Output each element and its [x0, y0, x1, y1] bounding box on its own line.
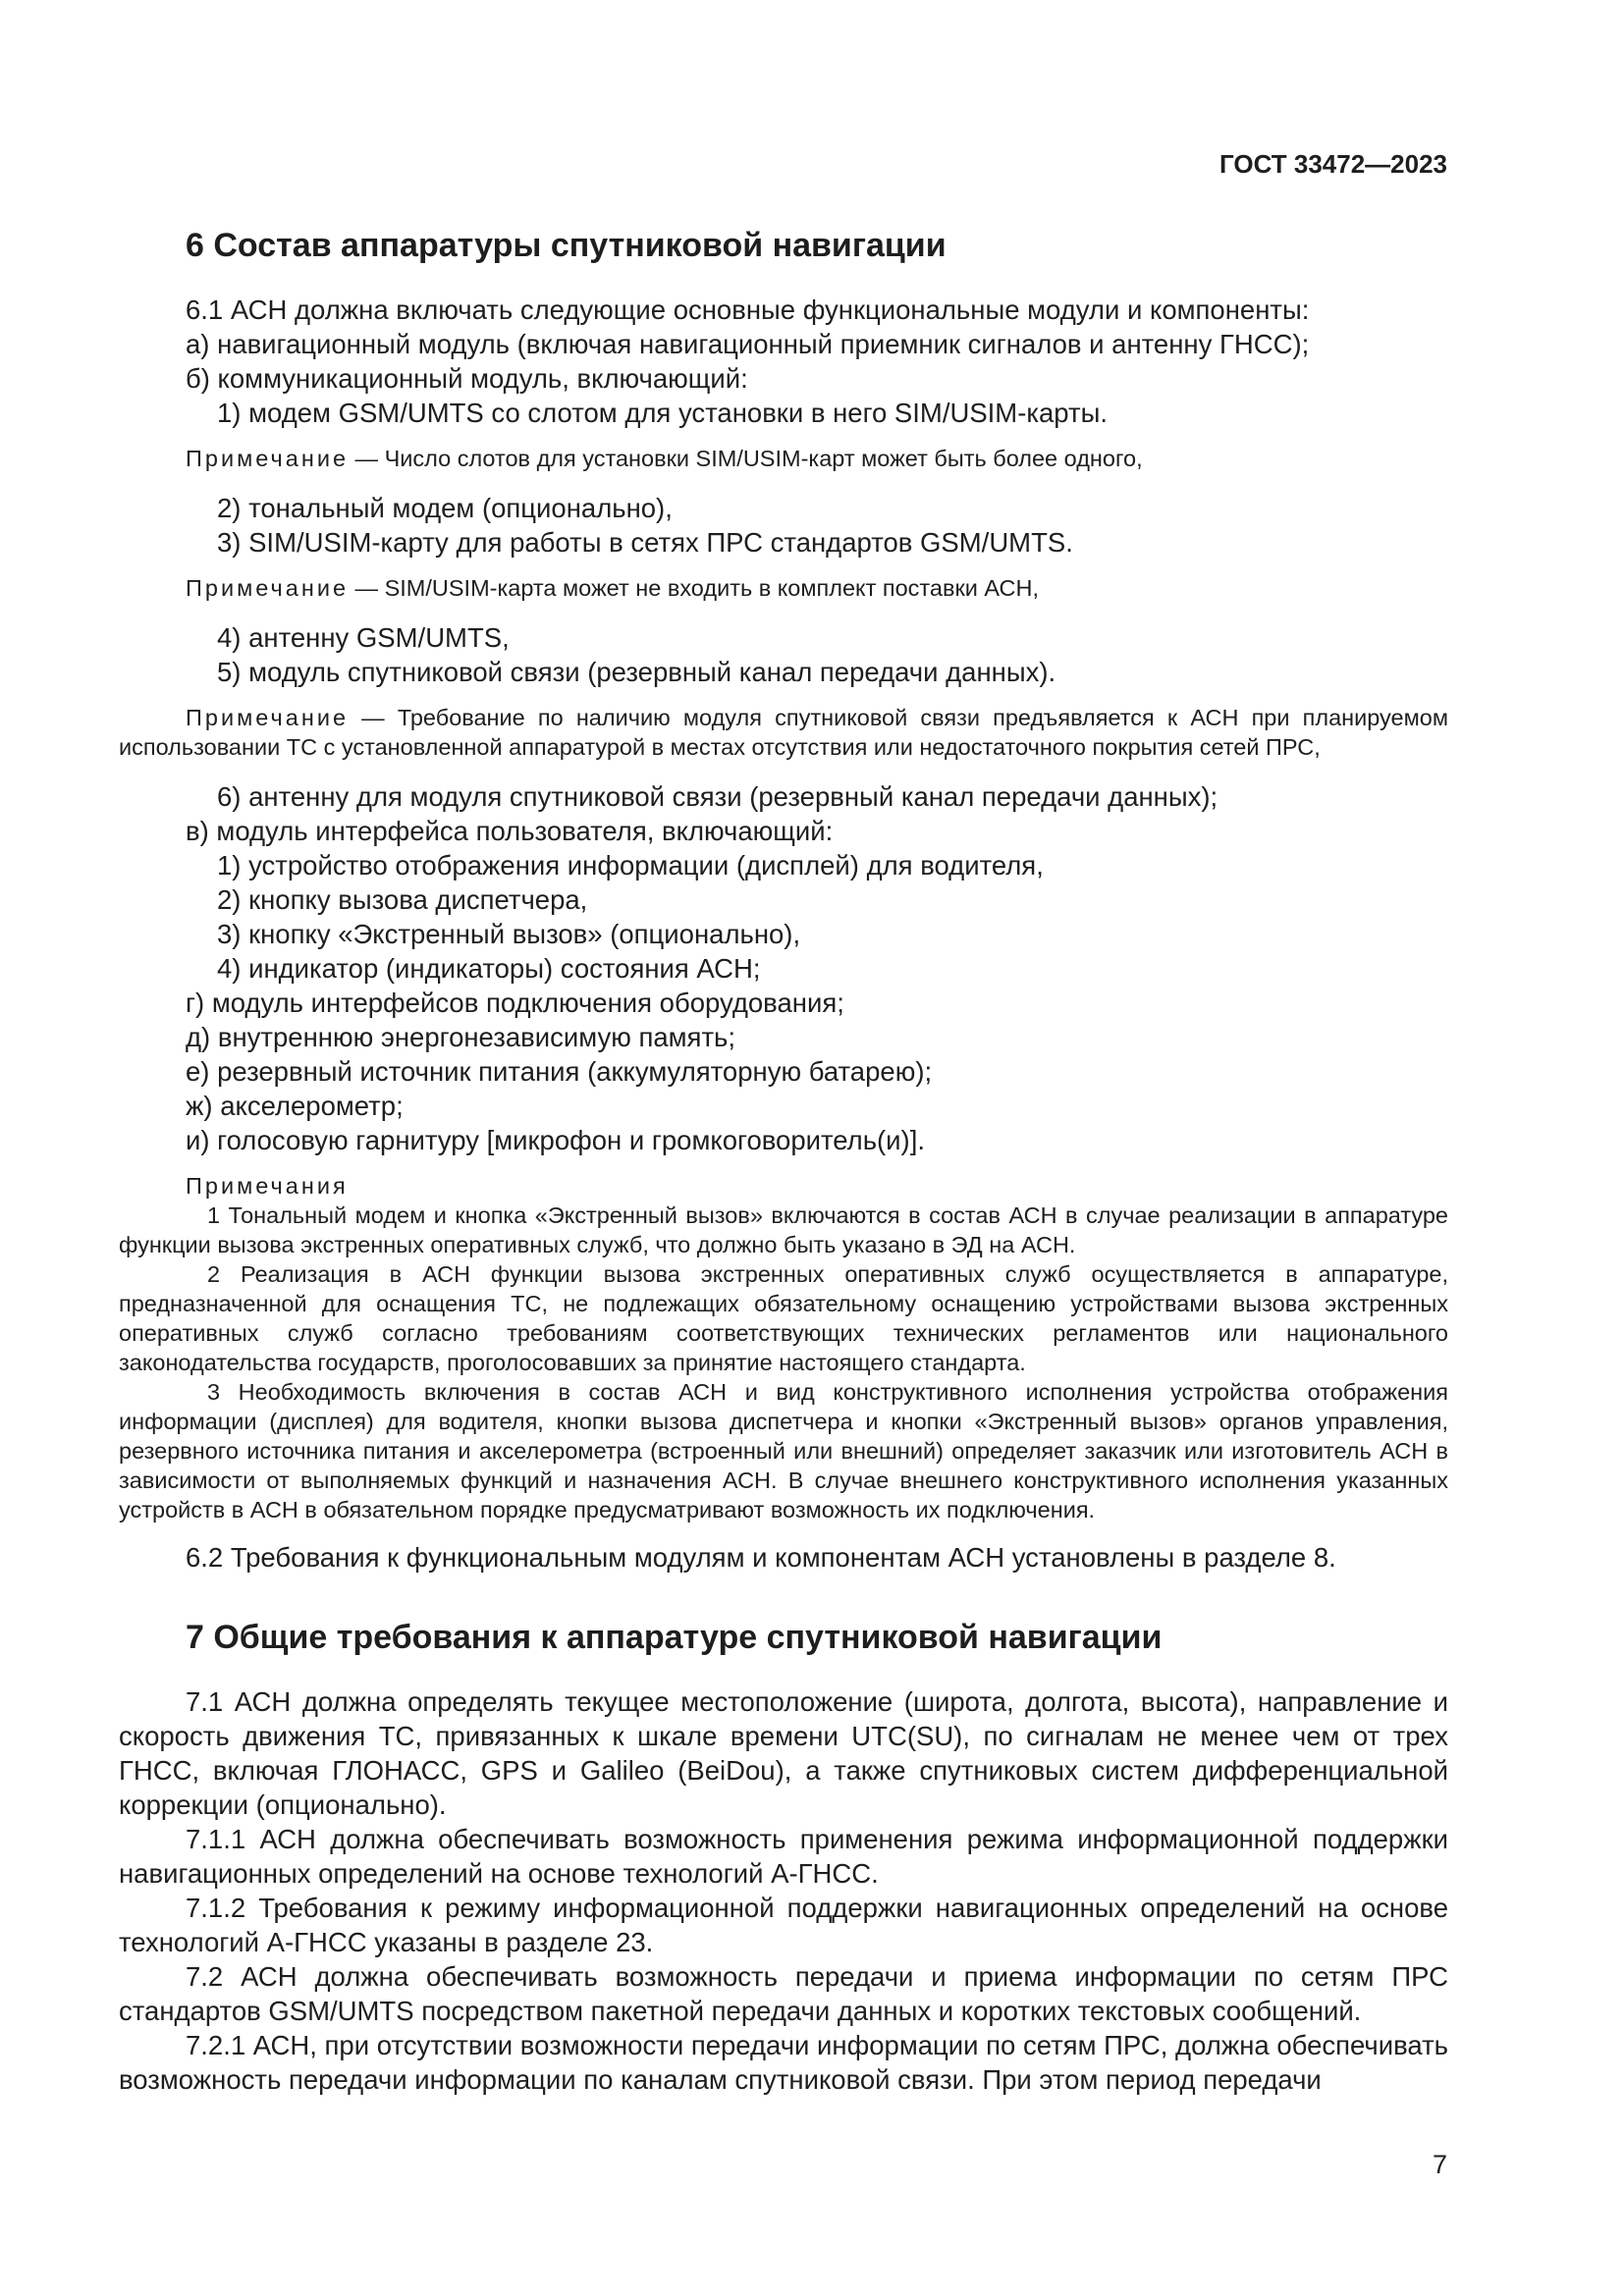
standard-designation: ГОСТ 33472—2023 [1219, 149, 1447, 179]
list-item-e: е) резервный источник питания (аккумуляторную батарею); [186, 1056, 933, 1087]
clause-7-1-2: 7.1.2 Требования к режиму информационной поддержки навигационных определений на основе технологий А-ГНСС указаны в разделе 23. [119, 1893, 1448, 1957]
list-item-b5: 5) модуль спутниковой связи (резервный канал передачи данных). [217, 657, 1056, 687]
note-text: — Число слотов для установки SIM/USIM-карт может быть более одного, [349, 446, 1143, 471]
note-3 [119, 703, 1448, 762]
page-content [119, 224, 1448, 2097]
list-item-b1: 1) модем GSM/UMTS со слотом для установки в него SIM/USIM-карты. [217, 398, 1108, 428]
clause-6-2: 6.2 Требования к функциональным модулям и компонентам АСН установлены в разделе 8. [186, 1542, 1336, 1573]
notes-item-2: 2 Реализация в АСН функции вызова экстренных оперативных служб осуществляется в аппаратуре, предназначенной для оснащения ТС, не подлежащих обязательному оснащению устройствами вызова экстренных оперативных служб согласно требованиям соответствующих технических регламентов или национального законодательства государств, проголосовавших за принятие настоящего стандарта. [119, 1261, 1448, 1375]
note-1 [119, 444, 1448, 473]
notes-block [119, 1171, 1448, 1524]
clause-6-1: 6.1 АСН должна включать следующие основные функциональные модули и компоненты: [186, 294, 1310, 325]
page-number: 7 [1432, 2150, 1447, 2179]
list-item-v1: 1) устройство отображения информации (дисплей) для водителя, [217, 850, 1044, 881]
list-item-g: г) модуль интерфейсов подключения оборудования; [186, 988, 844, 1018]
section-6-title: 6 Состав аппаратуры спутниковой навигации [186, 227, 947, 264]
list-item-i: и) голосовую гарнитуру [микрофон и громкоговоритель(и)]. [186, 1125, 925, 1155]
note-text: — Требование по наличию модуля спутниковой связи предъявляется к АСН при планируемом использовании ТС с установленной аппаратурой в местах отсутствия или недостаточного покрытия сетей ПРС, [119, 705, 1448, 760]
note-label: Примечание [186, 446, 350, 471]
list-item-a: а) навигационный модуль (включая навигационный приемник сигналов и антенну ГНСС); [186, 329, 1310, 359]
note-label: Примечание [186, 705, 350, 730]
clause-7-2-1: 7.2.1 АСН, при отсутствии возможности передачи информации по сетям ПРС, должна обеспечивать возможность передачи информации по каналам спутниковой связи. При этом период передачи [119, 2030, 1449, 2095]
notes-item-1: 1 Тональный модем и кнопка «Экстренный вызов» включаются в состав АСН в случае реализации в аппаратуре функции вызова экстренных оперативных служб, что должно быть указано в ЭД на АСН. [119, 1202, 1448, 1257]
list-item-b3: 3) SIM/USIM-карту для работы в сетях ПРС стандартов GSM/UMTS. [217, 527, 1073, 558]
note-text: — SIM/USIM-карта может не входить в комплект поставки АСН, [349, 575, 1040, 601]
section-7-title: 7 Общие требования к аппаратуре спутниковой навигации [186, 1619, 1163, 1656]
list-item-b6: 6) антенну для модуля спутниковой связи (резервный канал передачи данных); [217, 781, 1218, 812]
clause-7-2: 7.2 АСН должна обеспечивать возможность передачи и приема информации по сетям ПРС стандартов GSM/UMTS посредством пакетной передачи данных и коротких текстовых сообщений. [119, 1961, 1448, 2026]
list-item-b2: 2) тональный модем (опционально), [217, 493, 673, 523]
note-2 [119, 573, 1448, 603]
list-item-b: б) коммуникационный модуль, включающий: [186, 363, 748, 394]
notes-item-3: 3 Необходимость включения в состав АСН и вид конструктивного исполнения устройства отображения информации (дисплея) для водителя, кнопки вызова диспетчера и кнопки «Экстренный вызов» органов управления, резервного источника питания и акселерометра (встроенный или внешний) определяет заказчик или изготовитель АСН в зависимости от выполняемых функций и назначения АСН. В случае внешнего конструктивного исполнения указанных устройств в АСН в обязательном порядке предусматривают возможность их подключения. [119, 1379, 1448, 1522]
notes-heading: Примечания [186, 1173, 349, 1199]
clause-7-1-1: 7.1.1 АСН должна обеспечивать возможность применения режима информационной поддержки навигационных определений на основе технологий А-ГНСС. [119, 1824, 1448, 1889]
list-item-v4: 4) индикатор (индикаторы) состояния АСН; [217, 953, 761, 984]
list-item-v3: 3) кнопку «Экстренный вызов» (опционально), [217, 919, 801, 949]
list-item-v2: 2) кнопку вызова диспетчера, [217, 884, 588, 915]
clause-7-1: 7.1 АСН должна определять текущее местоположение (широта, долгота, высота), направление и скорость движения ТС, привязанных к шкале времени UTC(SU), по сигналам не менее чем от трех ГНСС, включая ГЛОНАСС, GPS и Galileo (BeiDou), а также спутниковых систем дифференциальной коррекции (опционально). [119, 1686, 1448, 1820]
list-item-v: в) модуль интерфейса пользователя, включающий: [186, 816, 834, 846]
list-item-zh: ж) акселерометр; [186, 1091, 404, 1121]
note-label: Примечание [186, 575, 350, 601]
list-item-b4: 4) антенну GSM/UMTS, [217, 622, 510, 653]
list-item-d: д) внутреннюю энергонезависимую память; [186, 1022, 736, 1052]
